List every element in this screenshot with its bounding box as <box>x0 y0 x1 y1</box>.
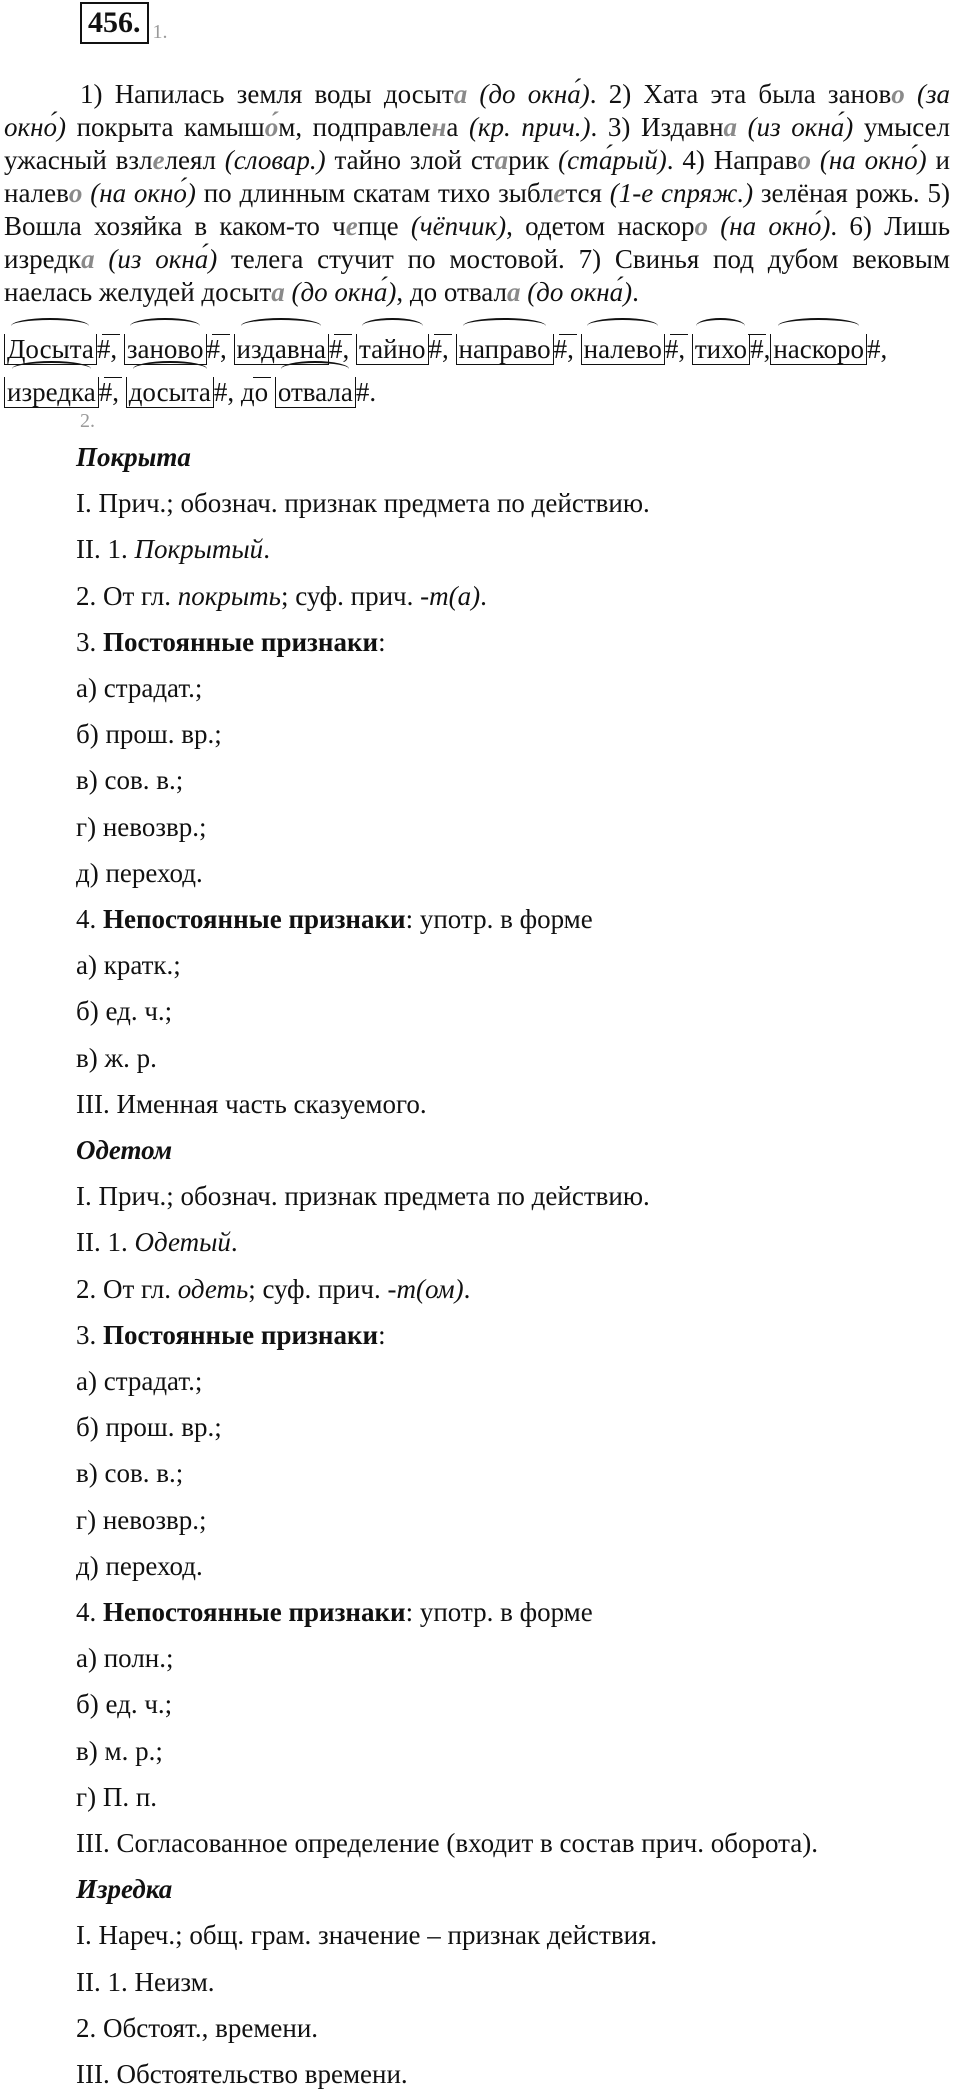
text-segment: рик <box>508 145 559 175</box>
analysis-line <box>76 2059 408 2090</box>
word-box: изредка <box>4 377 99 408</box>
analysis-text: в) м. р.; <box>76 1735 163 1766</box>
analysis-text: 2. От гл. <box>76 1273 178 1304</box>
analysis-text: Одетом <box>76 1135 173 1165</box>
word-box: налево <box>581 334 665 365</box>
analysis-text: Покрыта <box>76 442 191 472</box>
prefix-mark <box>253 377 271 378</box>
analysis-text: 2. Обстоят., времени. <box>76 2012 319 2043</box>
prefix-mark <box>670 334 688 335</box>
marked-word <box>581 328 665 371</box>
analysis-line <box>76 812 206 843</box>
analysis-text: в) сов. в.; <box>76 1458 184 1489</box>
analysis-text: III. Согласованное определение (входит в состав прич. оборота). <box>76 1828 818 1858</box>
analysis-text: . <box>463 1273 471 1304</box>
word-box: наскоро <box>770 334 867 365</box>
analysis-text: . <box>480 580 487 611</box>
root-arc <box>11 318 89 334</box>
exercise-number: 456. <box>80 2 149 44</box>
analysis-text: : употр. в форме <box>405 904 593 934</box>
analysis-text: Покрытый <box>134 534 264 565</box>
analysis-text: 3. <box>76 626 103 657</box>
analysis-line <box>76 1412 222 1443</box>
analysis-line <box>76 2013 318 2044</box>
prefix-mark <box>212 334 230 335</box>
word-box: отвала <box>275 377 356 408</box>
check-hint: (чёпчик) <box>410 211 507 241</box>
prefix-mark <box>559 334 577 335</box>
word-box: Досыта <box>4 334 97 365</box>
analysis-text: I. Прич.; обознач. признак предмета по действию. <box>76 488 650 519</box>
text-segment: телега стучит по мостовой. 7) Свинья под дубом вековым наелась желудей досыт <box>4 244 950 307</box>
text-segment: зелёная рожь. 5) Вошла хозяйка в каком-то ч <box>4 178 950 241</box>
word-suffix-separator: #. <box>355 377 377 407</box>
text-segment: , одетом наскор <box>506 211 695 241</box>
analysis-line <box>76 1597 593 1628</box>
analysis-text: б) ед. ч.; <box>76 996 173 1027</box>
analysis-text: д) переход. <box>76 1550 203 1581</box>
analysis-line <box>76 627 386 658</box>
check-hint: (из окна́) <box>94 244 218 274</box>
highlighted-letter: о́ <box>264 112 279 142</box>
analysis-text: II. 1. <box>76 1227 135 1258</box>
prefix-mark <box>334 334 352 335</box>
analysis-text: : <box>378 1319 386 1350</box>
analysis-text: Постоянные признаки <box>103 1319 379 1350</box>
marked-word <box>356 328 429 371</box>
analysis-line <box>76 1181 650 1212</box>
analysis-line <box>76 1689 172 1720</box>
root-arc <box>12 361 92 377</box>
check-hint: (на окно́) <box>82 178 196 208</box>
analysis-line <box>76 534 270 565</box>
highlighted-letter: е <box>152 145 165 175</box>
analysis-line <box>76 1320 386 1351</box>
word-suffix-separator: #, <box>553 334 581 364</box>
root-arc <box>133 361 207 377</box>
highlighted-letter: н <box>431 112 447 142</box>
prefix-mark <box>102 334 120 335</box>
marked-word <box>126 371 214 414</box>
marked-word <box>275 371 356 414</box>
analysis-line <box>76 1227 238 1258</box>
prefix-mark <box>104 377 122 378</box>
check-hint: (до окна́) <box>520 277 633 307</box>
word-suffix-separator: #, <box>96 334 124 364</box>
analysis-line <box>76 1736 163 1767</box>
analysis-text: 4. <box>76 1597 103 1627</box>
analysis-line <box>76 1643 174 1674</box>
text-segment: . <box>632 277 639 307</box>
analysis-text: одеть <box>177 1273 249 1304</box>
word-suffix-separator: #, <box>750 334 771 364</box>
analysis-text: г) невозвр.; <box>76 1504 207 1535</box>
highlighted-letter: о <box>694 211 709 241</box>
analysis-line <box>76 488 650 519</box>
word-box: направо <box>456 334 554 365</box>
analysis-text: 2. От гл. <box>76 580 178 611</box>
analysis-line <box>76 765 183 796</box>
analysis-text: покрыть <box>177 580 281 611</box>
highlighted-letter: а <box>494 145 509 175</box>
check-hint: (1-е спряж.) <box>609 178 754 208</box>
text-segment: тся <box>565 178 610 208</box>
analysis-text: I. Прич.; обознач. признак предмета по действию. <box>76 1181 650 1212</box>
text-segment: по длинным скатам тихо зыбл <box>195 178 554 208</box>
check-hint: (кр. прич.) <box>468 112 591 142</box>
analysis-text: в) сов. в.; <box>76 765 184 796</box>
word-suffix-separator: #, <box>428 334 456 364</box>
analysis-text: Непостоянные признаки <box>103 904 406 934</box>
check-hint: (до окна́) <box>284 277 397 307</box>
root-arc <box>463 318 545 334</box>
analysis-text: -т(а) <box>420 580 481 611</box>
analysis-line <box>76 1505 206 1536</box>
analysis-text: . <box>230 1227 238 1258</box>
analysis-text: II. 1. Неизм. <box>76 1966 215 1997</box>
analysis-line <box>76 1366 202 1397</box>
text-segment: и налев <box>4 145 950 208</box>
analysis-line <box>76 1458 183 1489</box>
analysis-text: а) страдат.; <box>76 1366 203 1396</box>
highlighted-letter: е <box>345 211 358 241</box>
analysis-text: 3. <box>76 1319 103 1350</box>
analysis-line <box>76 1089 427 1120</box>
text-segment: умысел ужасный взл <box>4 112 950 175</box>
analysis-text: II. 1. <box>76 534 135 565</box>
check-hint: (ста́рый) <box>558 145 667 175</box>
step-2-label: 2. <box>80 410 95 432</box>
analysis-text: б) ед. ч.; <box>76 1689 173 1720</box>
analysis-text: б) прош. вр.; <box>76 1412 222 1443</box>
highlighted-letter: о <box>68 178 83 208</box>
marked-word <box>770 328 867 371</box>
marked-word <box>692 328 750 371</box>
adverb-word-list <box>4 328 950 414</box>
text-segment: . 3) Издавн <box>590 112 724 142</box>
root-arc <box>587 318 658 334</box>
word-suffix-separator: #, <box>664 334 692 364</box>
word-suffix-separator: #, <box>866 334 888 364</box>
word-suffix-separator: #, <box>206 334 234 364</box>
analysis-text: III. Именная часть сказуемого. <box>76 1088 427 1119</box>
analysis-line <box>76 904 593 935</box>
marked-word <box>456 328 554 371</box>
root-arc <box>241 318 321 334</box>
highlighted-letter: а <box>723 112 738 142</box>
text-segment: а <box>446 112 469 142</box>
analysis-text: Изредка <box>76 1874 173 1905</box>
check-hint: (до окна́) <box>467 79 590 109</box>
highlighted-letter: о <box>891 79 905 109</box>
highlighted-letter: е <box>553 178 566 208</box>
root-arc <box>130 318 199 334</box>
analysis-text: г) невозвр.; <box>76 811 207 842</box>
analysis-text: в) ж. р. <box>76 1042 157 1073</box>
text-segment: 1) Напилась земля воды досыт <box>80 79 454 109</box>
analysis-text: -т(ом) <box>387 1273 464 1304</box>
analysis-line <box>76 950 181 981</box>
exercise-text <box>4 78 950 309</box>
highlighted-letter: о <box>797 145 812 175</box>
analysis-line <box>76 673 202 704</box>
analysis-line <box>76 996 172 1027</box>
marked-word <box>4 371 99 414</box>
analysis-text: ; суф. прич. <box>280 580 421 611</box>
step-1-label: 1. <box>152 21 168 43</box>
analysis-text: Непостоянные признаки <box>103 1597 406 1627</box>
analysis-line <box>76 1043 157 1074</box>
analysis-line <box>76 581 487 612</box>
analysis-heading <box>76 1135 172 1166</box>
root-arc <box>696 318 745 334</box>
word-box: досыта <box>126 377 214 408</box>
analysis-line <box>76 858 203 889</box>
check-hint: (на окно́) <box>708 211 831 241</box>
analysis-line <box>76 1782 157 1813</box>
analysis-line <box>76 1551 203 1582</box>
analysis-line <box>76 1967 215 1998</box>
text-segment: м, подправле <box>278 112 432 142</box>
word-box: издавна <box>234 334 330 365</box>
text-segment: . 2) Хата эта была занов <box>589 79 892 109</box>
word-box: заново <box>124 334 207 365</box>
analysis-line <box>76 719 222 750</box>
word-box: тихо <box>692 334 750 365</box>
text-segment: леял <box>164 145 225 175</box>
highlighted-letter: а <box>506 277 521 307</box>
text-segment: . 6) Лишь изредк <box>4 211 951 274</box>
analysis-line <box>76 1828 818 1859</box>
analysis-text: а) полн.; <box>76 1643 174 1674</box>
check-hint: (за окно́) <box>4 79 950 142</box>
prefix-mark <box>434 334 452 335</box>
root-arc <box>778 318 859 334</box>
word-suffix-separator: #, <box>98 377 126 407</box>
analysis-line <box>76 1920 657 1951</box>
analysis-text: : <box>378 626 386 657</box>
text-segment: , до отвал <box>396 277 507 307</box>
highlighted-letter: а <box>81 244 95 274</box>
analysis-text: : употр. в форме <box>405 1597 593 1627</box>
root-arc <box>362 318 423 334</box>
text-segment: тайно злой ст <box>325 145 495 175</box>
analysis-text: а) кратк.; <box>76 950 181 981</box>
word-suffix-separator: #, <box>329 334 357 364</box>
text-segment: пце <box>357 211 411 241</box>
text-segment: покрыта камыш <box>66 112 265 142</box>
highlighted-letter: а <box>271 277 285 307</box>
word-suffix-separator: #, до <box>213 377 275 407</box>
analysis-text: а) страдат.; <box>76 673 203 703</box>
text-segment: . 4) Направ <box>666 145 798 175</box>
analysis-text: . <box>263 534 270 565</box>
analysis-text: Постоянные признаки <box>103 626 379 657</box>
analysis-text: I. Нареч.; общ. грам. значение – признак действия. <box>76 1920 658 1951</box>
analysis-text: б) прош. вр.; <box>76 719 222 750</box>
analysis-text: ; суф. прич. <box>248 1273 388 1304</box>
prefix-mark <box>748 334 766 335</box>
check-hint: (словар.) <box>224 145 326 175</box>
exercise-header <box>80 2 168 46</box>
word-box: тайно <box>356 334 429 365</box>
analysis-line <box>76 1274 470 1305</box>
analysis-heading <box>76 442 191 473</box>
analysis-text: г) П. п. <box>76 1781 158 1812</box>
root-arc <box>281 361 349 377</box>
analysis-text: 4. <box>76 904 103 934</box>
check-hint: (из окна́) <box>737 112 854 142</box>
analysis-text: Одетый <box>134 1227 231 1258</box>
analysis-text: III. Обстоятельство времени. <box>76 2059 408 2089</box>
analysis-heading <box>76 1874 172 1905</box>
check-hint: (на окно́) <box>811 145 927 175</box>
highlighted-letter: а <box>453 79 468 109</box>
analysis-text: д) переход. <box>76 857 203 888</box>
